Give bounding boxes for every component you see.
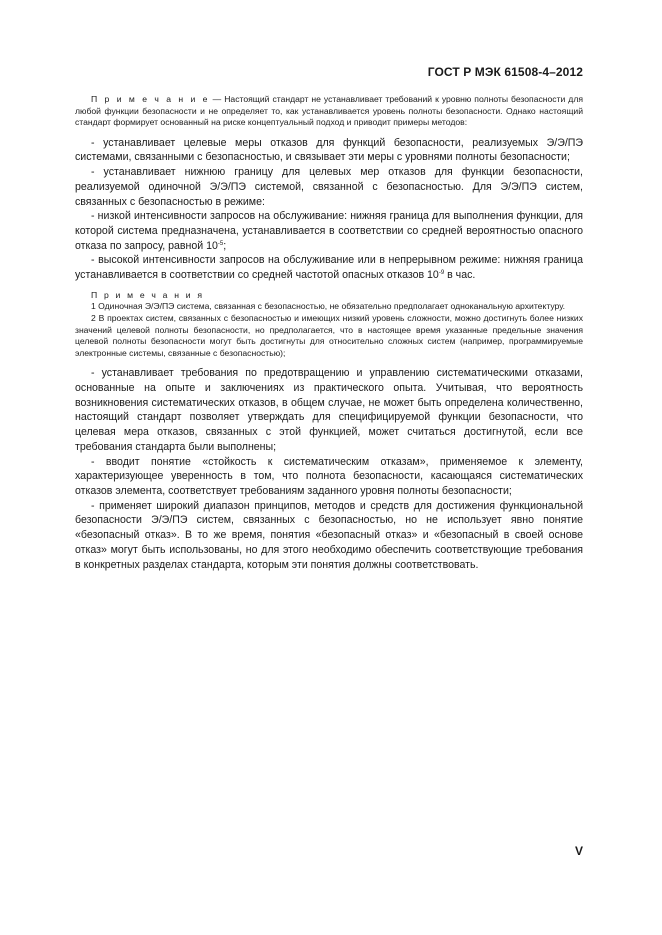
note-text: — Настоящий стандарт не устанавливает требований к уровню полноты безопасности для любой функции безопасности и не определяет то, как устанавливается уровень полноты безопасности. Однако настоящий стандарт формирует основанный на риске концептуальный подход и приводит примеры методов: — [75, 94, 583, 128]
high-demand-text: - высокой интенсивности запросов на обслуживание или в непрерывном режиме: нижняя граница устанавливается в соответствии со средней частотой опасных отказов 10 — [75, 254, 583, 282]
paragraph: - устанавливает целевые меры отказов для функций безопасности, реализуемых Э/Э/ПЭ системами, связанными с безопасностью, и связывает эти меры с уровнями полноты безопасности; — [75, 136, 583, 164]
paragraph: - вводит понятие «стойкость к систематическим отказам», применяемое к элементу, характеризующее уверенность в том, что полнота безопасности, касающаяся систематических отказов элемента, соответствует требованиям заданного уровня полноты безопасности; — [75, 455, 583, 497]
high-demand-tail: в час. — [444, 269, 476, 282]
paragraph-low-demand — [75, 209, 583, 253]
page-content — [75, 94, 583, 572]
notes-label: П р и м е ч а н и я — [91, 289, 205, 300]
note-item: 2 В проектах систем, связанных с безопасностью и имеющих низкий уровень сложности, можно достигнуть более низких значений целевой полноты безопасности, но предполагается, что в настоящее время указанные предельные значения целевой полноты безопасности могут быть достигнуты для относительно сложных систем (например, программируемые электронные системы, связанные с безопасностью); — [75, 313, 583, 358]
document-header: ГОСТ Р МЭК 61508-4–2012 — [427, 65, 583, 79]
low-demand-exponent: -5 — [217, 240, 224, 247]
note-label: П р и м е ч а н и е — [91, 94, 210, 104]
note-top — [75, 94, 583, 129]
paragraph: - устанавливает требования по предотвращению и управлению систематическими отказами, основанные на опыте и заключениях из практического опыта. Учитывая, что вероятность возникновения систематических отказов, в общем случае, не может быть определена количественно, настоящий стандарт позволяет утверждать для специфицируемой функции безопасности, что целевая мера отказов, связанных с этой функцией, может считаться достигнутой, если все требования стандарта были выполнены; — [75, 367, 583, 453]
low-demand-tail: ; — [223, 239, 227, 252]
paragraph-high-demand — [75, 253, 583, 282]
page-number: V — [574, 844, 583, 858]
paragraph: - применяет широкий диапазон принципов, методов и средств для достижения функциональной безопасности Э/Э/ПЭ систем, связанных с безопасностью, но не использует явно понятие «безопасный отказ». В то же время, понятия «безопасный отказ» и «безопасный в своей основе отказ» могут быть использованы, но для этого необходимо обеспечить соответствующие требования в конкретных разделах стандарта, которым эти понятия должны соответствовать. — [75, 499, 583, 571]
paragraph: - устанавливает нижнюю границу для целевых мер отказов для функции безопасности, реализуемой одиночной Э/Э/ПЭ системой, связанной с безопасностью. Для Э/Э/ПЭ систем, связанных с безопасностью в режиме: — [75, 166, 583, 208]
high-demand-exponent: -9 — [438, 270, 445, 277]
low-demand-text: - низкой интенсивности запросов на обслуживание: нижняя граница для выполнения функции, для которой система предназначена, устанавливается в соответствии со средней вероятностью опасного отказа по запросу, равной 10 — [75, 210, 583, 252]
note-item: 1 Одиночная Э/Э/ПЭ система, связанная с безопасностью, не обязательно предполагает одноканальную архитектуру. — [91, 301, 566, 312]
